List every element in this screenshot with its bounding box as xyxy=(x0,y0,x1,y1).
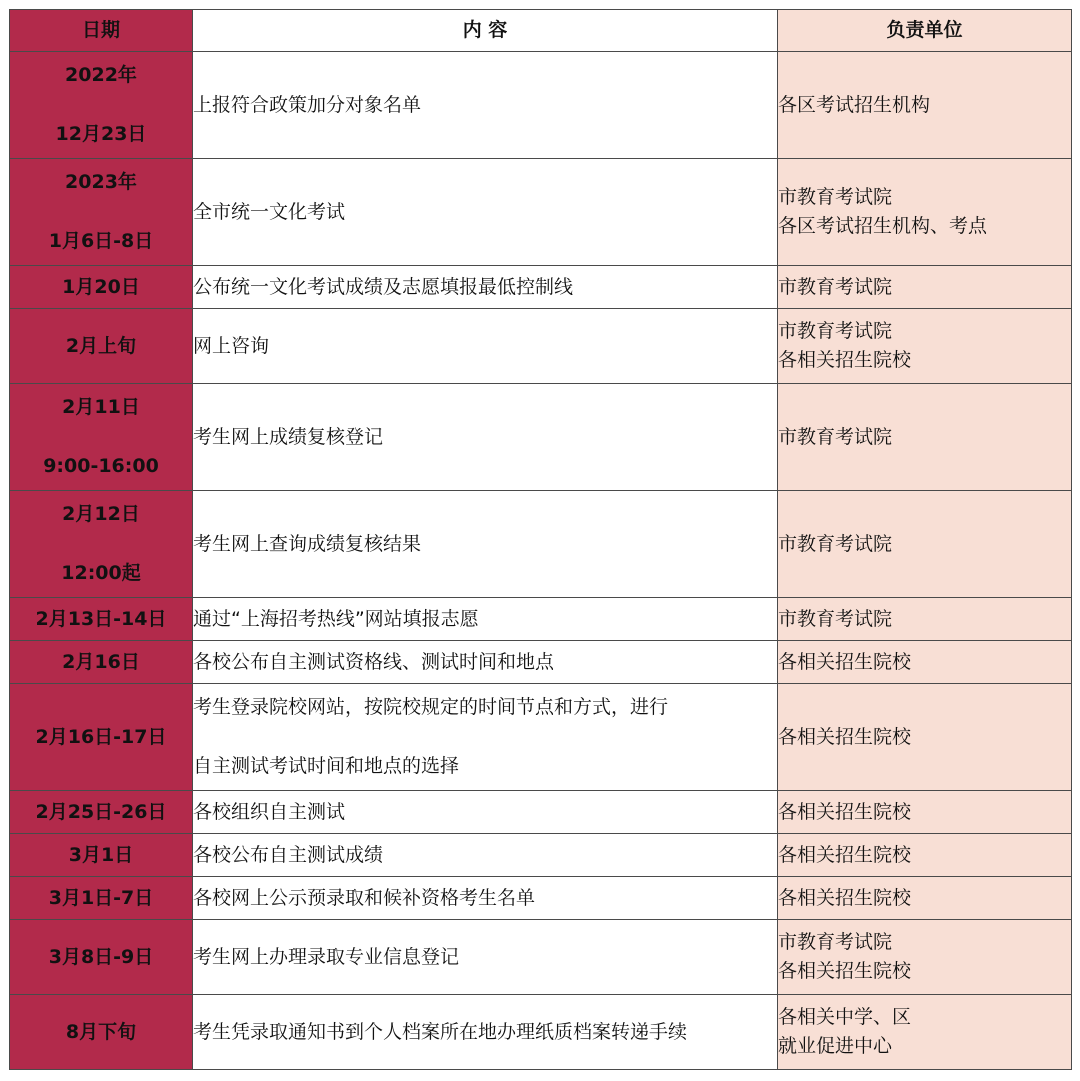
date-line: 2月25日-26日 xyxy=(35,800,167,823)
table-row xyxy=(10,52,1072,159)
date-line: 2月上旬 xyxy=(65,334,137,357)
content-line: 考生网上办理录取专业信息登记 xyxy=(193,945,460,968)
date-cell xyxy=(10,384,193,491)
content-cell xyxy=(193,834,778,877)
date-line: 2月16日-17日 xyxy=(35,725,167,748)
table-row xyxy=(10,491,1072,598)
unit-cell xyxy=(778,159,1072,266)
unit-line: 市教育考试院 xyxy=(778,320,893,342)
date-line: 2月11日 xyxy=(62,396,140,418)
table-header-row xyxy=(10,10,1072,52)
content-cell xyxy=(193,491,778,598)
unit-cell xyxy=(778,309,1072,384)
content-line: 考生网上成绩复核登记 xyxy=(193,425,384,448)
date-cell xyxy=(10,309,193,384)
unit-line: 各相关中学、区 xyxy=(778,1006,912,1028)
date-cell xyxy=(10,877,193,920)
date-cell xyxy=(10,834,193,877)
admission-schedule-table xyxy=(9,9,1072,1070)
unit-line: 各相关招生院校 xyxy=(778,886,912,909)
content-line: 各校公布自主测试资格线、测试时间和地点 xyxy=(193,650,555,673)
content-cell xyxy=(193,995,778,1070)
table-row xyxy=(10,920,1072,995)
unit-line: 市教育考试院 xyxy=(778,607,893,630)
content-line: 考生网上查询成绩复核结果 xyxy=(193,532,422,555)
content-line: 网上咨询 xyxy=(193,334,270,357)
date-line: 12:00起 xyxy=(61,562,141,584)
unit-line: 市教育考试院 xyxy=(778,425,893,448)
unit-line: 各相关招生院校 xyxy=(778,650,912,673)
content-line: 上报符合政策加分对象名单 xyxy=(193,93,422,116)
date-line: 1月6日-8日 xyxy=(48,230,154,252)
unit-cell xyxy=(778,491,1072,598)
date-cell xyxy=(10,641,193,684)
table-row xyxy=(10,641,1072,684)
unit-cell xyxy=(778,641,1072,684)
content-cell xyxy=(193,684,778,791)
table-row xyxy=(10,995,1072,1070)
date-line: 2022年 xyxy=(65,64,137,86)
date-cell xyxy=(10,791,193,834)
content-line: 考生凭录取通知书到个人档案所在地办理纸质档案转递手续 xyxy=(193,1020,688,1043)
date-cell xyxy=(10,598,193,641)
date-cell xyxy=(10,920,193,995)
content-cell xyxy=(193,641,778,684)
table-row xyxy=(10,266,1072,309)
content-cell xyxy=(193,266,778,309)
unit-cell xyxy=(778,791,1072,834)
unit-line: 就业促进中心 xyxy=(778,1035,893,1057)
content-line: 各校网上公示预录取和候补资格考生名单 xyxy=(193,886,536,909)
table-row xyxy=(10,877,1072,920)
unit-cell xyxy=(778,877,1072,920)
unit-cell xyxy=(778,684,1072,791)
date-line: 2月12日 xyxy=(62,503,140,525)
content-cell xyxy=(193,791,778,834)
content-cell xyxy=(193,598,778,641)
table-row xyxy=(10,834,1072,877)
content-cell xyxy=(193,52,778,159)
date-cell xyxy=(10,491,193,598)
content-line: 自主测试考试时间和地点的选择 xyxy=(193,755,460,777)
unit-line: 各区考试招生机构、考点 xyxy=(778,215,988,237)
unit-cell xyxy=(778,384,1072,491)
content-cell xyxy=(193,920,778,995)
table-row xyxy=(10,159,1072,266)
unit-line: 市教育考试院 xyxy=(778,275,893,298)
unit-cell xyxy=(778,834,1072,877)
content-line: 考生登录院校网站，按院校规定的时间节点和方式，进行 xyxy=(193,696,669,718)
unit-line: 各相关招生院校 xyxy=(778,725,912,748)
date-line: 3月8日-9日 xyxy=(48,945,154,968)
date-line: 2月16日 xyxy=(62,650,140,673)
unit-line: 各区考试招生机构 xyxy=(778,93,931,116)
table-row xyxy=(10,384,1072,491)
header-content: 内 容 xyxy=(193,10,778,52)
date-cell xyxy=(10,159,193,266)
table-row xyxy=(10,791,1072,834)
unit-cell xyxy=(778,52,1072,159)
date-line: 1月20日 xyxy=(62,275,140,298)
unit-cell xyxy=(778,598,1072,641)
content-cell xyxy=(193,384,778,491)
content-line: 各校组织自主测试 xyxy=(193,800,346,823)
unit-line: 市教育考试院 xyxy=(778,186,893,208)
date-cell xyxy=(10,52,193,159)
table-row xyxy=(10,598,1072,641)
unit-line: 市教育考试院 xyxy=(778,532,893,555)
unit-cell xyxy=(778,266,1072,309)
content-line: 公布统一文化考试成绩及志愿填报最低控制线 xyxy=(193,275,574,298)
content-cell xyxy=(193,309,778,384)
content-line: 全市统一文化考试 xyxy=(193,200,346,223)
date-line: 2月13日-14日 xyxy=(35,607,167,630)
content-line: 各校公布自主测试成绩 xyxy=(193,843,384,866)
content-cell xyxy=(193,159,778,266)
date-line: 3月1日 xyxy=(68,843,134,866)
date-line: 12月23日 xyxy=(55,123,147,145)
content-cell xyxy=(193,877,778,920)
unit-cell xyxy=(778,920,1072,995)
date-cell xyxy=(10,684,193,791)
unit-line: 各相关招生院校 xyxy=(778,800,912,823)
date-line: 2023年 xyxy=(65,171,137,193)
date-line: 3月1日-7日 xyxy=(48,886,154,909)
table-row xyxy=(10,309,1072,384)
date-cell xyxy=(10,995,193,1070)
unit-line: 市教育考试院 xyxy=(778,931,893,953)
unit-line: 各相关招生院校 xyxy=(778,960,912,982)
unit-line: 各相关招生院校 xyxy=(778,843,912,866)
content-line: 通过“上海招考热线”网站填报志愿 xyxy=(193,607,479,630)
unit-line: 各相关招生院校 xyxy=(778,349,912,371)
header-unit: 负责单位 xyxy=(778,10,1072,52)
date-line: 9:00-16:00 xyxy=(43,455,159,477)
table-row xyxy=(10,684,1072,791)
unit-cell xyxy=(778,995,1072,1070)
date-line: 8月下旬 xyxy=(65,1020,137,1043)
header-date: 日期 xyxy=(10,10,193,52)
date-cell xyxy=(10,266,193,309)
